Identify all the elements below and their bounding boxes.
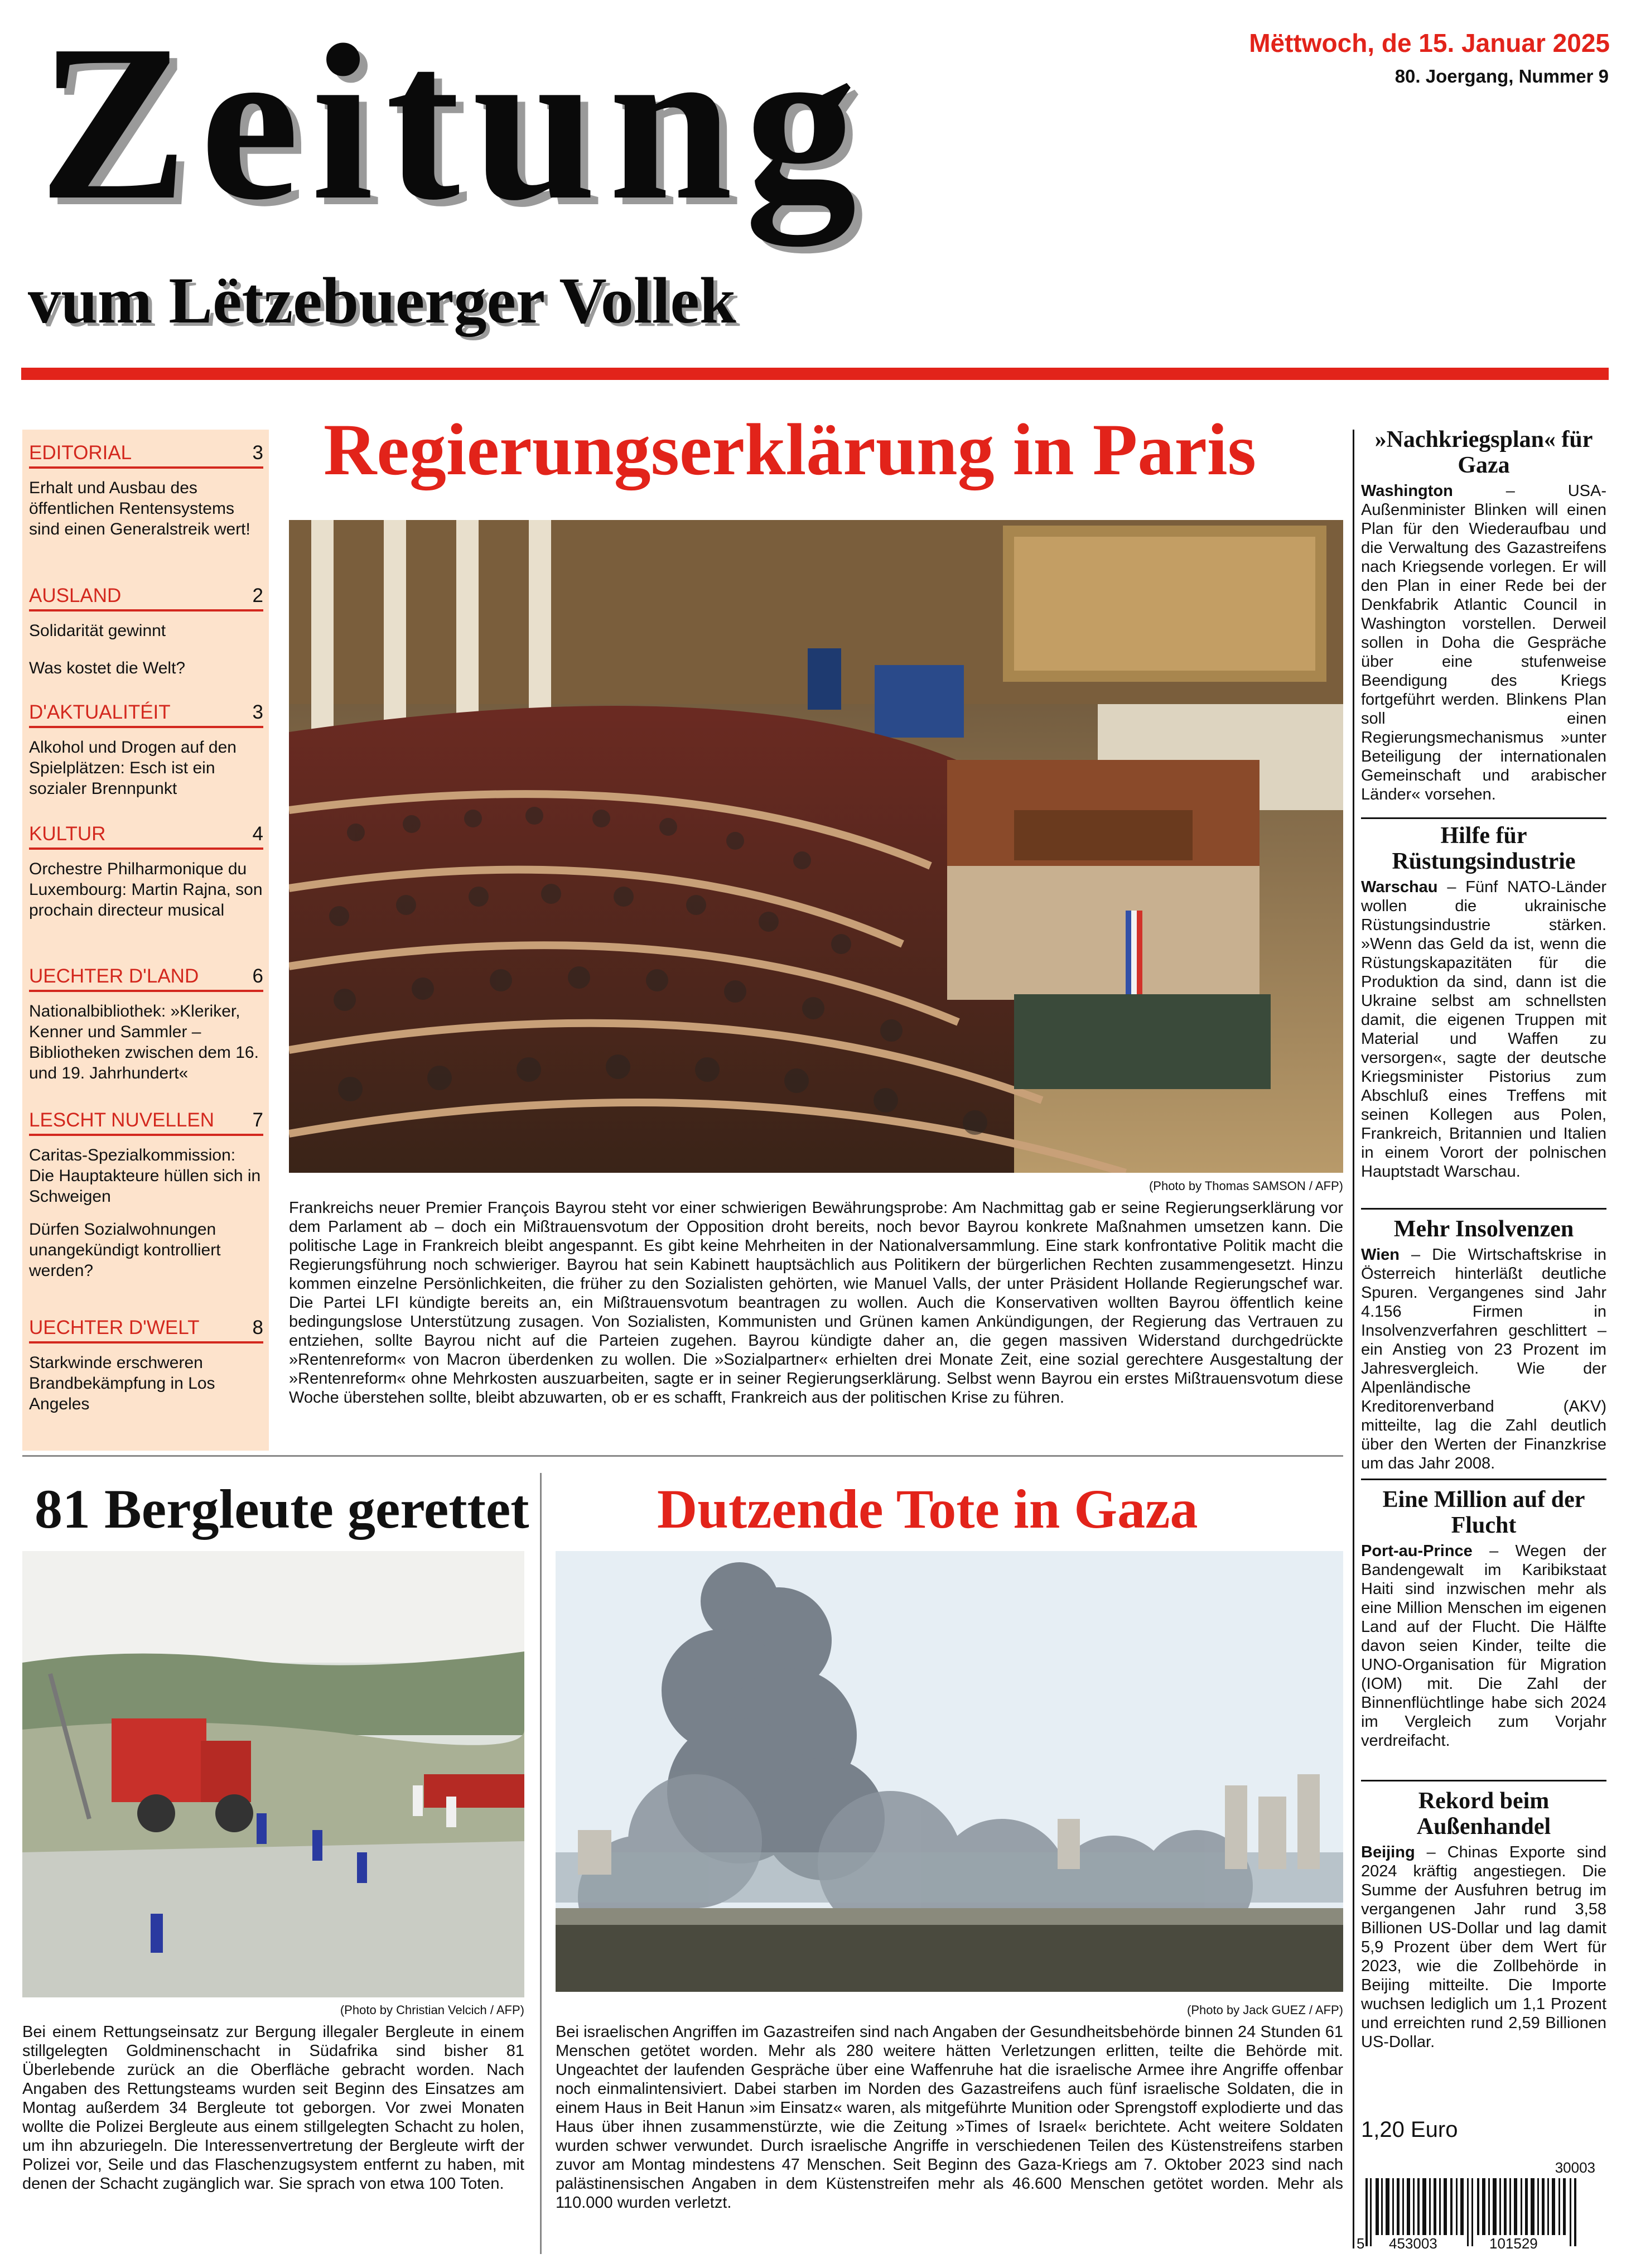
gaza-photo[interactable]	[556, 1551, 1343, 1992]
issue-date: Mëttwoch, de 15. Januar 2025	[1249, 28, 1610, 57]
section-page: 3	[252, 442, 263, 464]
brief-rule	[1361, 1479, 1606, 1480]
section-name: UECHTER D'WELT	[29, 1317, 200, 1338]
lead-headline[interactable]: Regierungserklärung in Paris	[324, 408, 1256, 490]
contents-item[interactable]: Caritas-Spezialkommission: Die Hauptakteure hüllen sich in Schweigen	[29, 1146, 261, 1206]
miners-photo[interactable]	[22, 1551, 524, 1997]
contents-item[interactable]: Solidarität gewinnt	[29, 622, 166, 640]
contents-section-editorial[interactable]	[29, 442, 263, 540]
brief-headline: »Nachkriegsplan« für Gaza	[1374, 427, 1593, 478]
column-divider	[540, 1473, 542, 2254]
right-column-divider	[1353, 430, 1354, 2248]
contents-item[interactable]: Alkohol und Drogen auf den Spielplätzen: Esch ist ein sozialer Brennpunkt	[29, 738, 237, 798]
contents-section-uechter-dland[interactable]	[29, 965, 263, 1084]
brief-dateline: Beijing	[1361, 1843, 1415, 1861]
section-name: KULTUR	[29, 823, 106, 845]
brief-insolvencies[interactable]	[1361, 1216, 1606, 1473]
section-name: UECHTER D'LAND	[29, 965, 199, 987]
contents-item[interactable]: Nationalbibliothek: »Kleriker, Kenner und Sammler – Bibliotheken zwischen dem 16. und 19. Jahrhundert«	[29, 1002, 259, 1082]
section-name: AUSLAND	[29, 585, 122, 606]
brief-haiti[interactable]	[1361, 1487, 1606, 1750]
contents-sidebar	[22, 430, 269, 1451]
gaza-photo-credit: (Photo by Jack GUEZ / AFP)	[1187, 2003, 1343, 2017]
brief-headline: Rekord beim Außenhandel	[1416, 1788, 1551, 1840]
brief-body: Chinas Exporte sind 2024 kräftig angestiegen. Die Summe der Ausfuhren betrug im vergangenen Jahr rund 3,58 Billionen US-Dollar und lag damit 5,9 Prozent über dem Wert für 2023, wie die Zollbehörde in Beijing mitteilte. Die Importe wuchsen lediglich um 1,1 Prozent und erreichten rund 2,59 Billionen US-Dollar.	[1361, 1843, 1607, 2051]
contents-item[interactable]: Erhalt und Ausbau des öffentlichen Rentensystems sind einen Generalstreik wert!	[29, 479, 250, 538]
brief-dateline: Port-au-Prince	[1361, 1542, 1473, 1560]
brief-body: Die Wirtschaftskrise in Österreich hinterläßt deutliche Spuren. Vergangenes sind Jahr 4.156 Firmen in Insolvenzverfahren geschlittert – ein Anstieg von 23 Prozent im Jahresvergleich. Wie der Alpenländische Kreditorenverband (AKV) mitteilte, lag die Zahl deutlich über den Werten der Finanzkrise um das Jahr 2008.	[1361, 1246, 1607, 1472]
barcode-group-1: 453003	[1389, 2235, 1437, 2252]
brief-gaza-plan[interactable]	[1361, 427, 1606, 804]
section-name: LESCHT NUVELLEN	[29, 1109, 214, 1131]
brief-body: USA-Außenminister Blinken will einen Plan für den Wiederaufbau und die Verwaltung des Gazastreifens nach Kriegsende vorlegen. Er will den Plan in einer Rede bei der Denkfabrik Atlantic Council in Washington vorstellen. Derweil sollen in Doha die Gespräche über eine stufenweise Beendigung des Kriegs fortgeführt werden. Blinkens Plan soll einen Regierungsmechanismus »unter Beteiligung der internationalen Gemeinschaft und arabischer Länder« vorsehen.	[1361, 482, 1606, 803]
issue-number: 80. Joergang, Nummer 9	[1394, 66, 1609, 86]
brief-headline: Eine Million auf der Flucht	[1382, 1487, 1585, 1538]
contents-section-aktualiteit[interactable]	[29, 701, 263, 799]
miners-headline[interactable]: 81 Bergleute gerettet	[35, 1478, 529, 1540]
section-name: D'AKTUALITÉIT	[29, 701, 171, 723]
gaza-body: Bei israelischen Angriffen im Gazastreifen sind nach Angaben der Gesundheitsbehörde binnen 24 Stunden 61 Menschen getötet worden. Mehr als 280 weitere hätten Verletzungen erlitten, teilte die Behörde mit. Ungeachtet der laufenden Gespräche über eine Waffenruhe hat die israelische Armee ihre Angriffe offenbar noch einmalintensiviert. Dabei starben im Norden des Gazastreifens auch fünf israelische Soldaten, die in einem Haus in Beit Hanun »im Einsatz« waren, als mitgeführte Munition oder Sprengstoff explodierte und das Haus über ihnen zusammenstürzte, wie die Zeitung »Times of Israel« berichtete. Acht weitere Soldaten wurden schwer verwundet. Durch israelische Angriffe in verschiedenen Teilen des Küstenstreifens starben zuvor am Montag mindestens 47 Menschen. Seit Beginn des Gaza-Kriegs am 7. Oktober 2023 sind nach palästinensischen Angaben in dem Küstenstreifen mehr als 46.600 Menschen getötet worden. Mehr als 110.000 wurden verletzt.	[556, 2023, 1343, 2212]
brief-rule	[1361, 1780, 1606, 1781]
contents-section-kultur[interactable]	[29, 823, 263, 921]
price: 1,20 Euro	[1361, 2117, 1458, 2142]
section-page: 4	[252, 823, 263, 845]
brief-rule	[1361, 817, 1606, 819]
brief-headline: Mehr Insolvenzen	[1393, 1216, 1574, 1242]
masthead-subtitle: vum Lëtzebuerger Vollek	[28, 264, 736, 337]
contents-section-lescht-nuvellen[interactable]	[29, 1109, 263, 1281]
masthead-rule	[21, 368, 1609, 380]
brief-text: Beijing – Chinas Exporte sind 2024 kräftig angestiegen. Die Summe der Ausfuhren betrug im vergangenen Jahr rund 3,58 Billionen US-Dollar und lag damit 5,9 Prozent über dem Wert für 2023, wie die Zollbehörde in Beijing mitteilte. Die Importe wuchsen lediglich um 1,1 Prozent und erreichten rund 2,59 Billionen US-Dollar.	[1361, 1843, 1607, 2051]
section-divider	[22, 1455, 1343, 1457]
brief-headline: Hilfe für Rüstungsindustrie	[1392, 823, 1576, 874]
lead-body: Frankreichs neuer Premier François Bayrou steht vor einer schwierigen Bewährungsprobe: Am Nachmittag gab er seine Regierungserklärung vor dem Parlament ab – doch ein Mißtrauensvotum der Opposition droht bereits, noch bevor Bayrou konkrete Maßnahmen umsetzen kann. Die politische Lage in Frankreich bleibt angespannt. Es gibt keine Mehrheiten in der Nationalversammlung. Eine stark konfrontative Politik macht die Regierungsführung noch schwieriger. Bayrou hat sein Kabinett hauptsächlich aus Politikern der bürgerlichen Rechten zusammengesetzt. Hinzu kommen einzelne Persönlichkeiten, die früher zu den Sozialisten gehörten, wie Manuel Valls, der unter Präsident Hollande Regierungschef war. Die Partei LFI kündigte bereits an, ein Mißtrauensvotum beantragen zu wollen. Auch die Konservativen wollten Bayrou öffentlich keine bedingungslose Unterstützung zusagen. Von Sozialisten, Kommunisten und Grünen kamen Ankündigungen, der Regierung das Vertrauen zu entziehen, sollte Bayrou nicht auf die Parteien zugehen. Bayrou kündigte daher an, die gegen massiven Widerstand durchgedrückte »Rentenreform« von Macron überdenken zu wollen. Die »Sozialpartner« erhielten drei Monate Zeit, eine sozial gerechtere Ausgestaltung der »Rentenreform« ohne Mehrkosten auszuarbeiten, sagte er in seiner Regierungserklärung. Selbst wenn Bayrou ein erstes Mißtrauensvotum diese Woche überstehen sollte, bleibt abzuwarten, ob er es schafft, Frankreich aus der politischen Krise zu führen.	[289, 1199, 1343, 1407]
section-page: 3	[252, 701, 263, 723]
miners-photo-credit: (Photo by Christian Velcich / AFP)	[340, 2003, 524, 2017]
brief-rule	[1361, 1208, 1606, 1210]
brief-body: Fünf NATO-Länder wollen die ukrainische Rüstungsindustrie stärken. »Wenn das Geld da ist, wenn die Rüstungskapazitäten für die Produktion da sind, dann ist die Ukraine selbst am schnellsten damit, die eigenen Truppen mit Material und Waffen zu versorgen«, sagte der deutsche Kriegsminister Pistorius zum Abschluß eines Treffens mit seinen Kollegen aus Polen, Frankreich, Britannien und Italien in einem Vorort der polnischen Hauptstadt Warschau.	[1361, 878, 1606, 1181]
barcode-top-code: 30003	[1555, 2159, 1595, 2176]
barcode-group-2: 101529	[1489, 2235, 1538, 2252]
contents-item[interactable]: Was kostet die Welt?	[29, 659, 186, 677]
barcode	[1355, 2159, 1595, 2254]
contents-item[interactable]: Dürfen Sozialwohnungen unangekündigt kontrolliert werden?	[29, 1220, 221, 1280]
brief-text: Wien – Die Wirtschaftskrise in Österreich hinterläßt deutliche Spuren. Vergangenes sind Jahr 4.156 Firmen in Insolvenzverfahren geschlittert – ein Anstieg von 23 Prozent im Jahresvergleich. Wie der Alpenländische Kreditorenverband (AKV) mitteilte, lag die Zahl deutlich über den Werten der Finanzkrise um das Jahr 2008.	[1361, 1246, 1607, 1472]
brief-text: Warschau – Fünf NATO-Länder wollen die ukrainische Rüstungsindustrie stärken. »Wenn das Geld da ist, wenn die Rüstungskapazitäten für die Produktion da sind, dann ist die Ukraine selbst am schnellsten damit, die eigenen Truppen mit Material und Waffen zu versorgen«, sagte der deutsche Kriegsminister Pistorius zum Abschluß eines Treffens mit seinen Kollegen aus Polen, Frankreich, Britannien und Italien in einem Vorort der polnischen Hauptstadt Warschau.	[1361, 878, 1606, 1181]
lead-photo-parliament[interactable]	[289, 520, 1343, 1173]
contents-item[interactable]: Starkwinde erschweren Brandbekämpfung in Los Angeles	[29, 1354, 215, 1413]
miners-body: Bei einem Rettungseinsatz zur Bergung illegaler Bergleute in einem stillgelegten Goldminenschacht in Südafrika sind bisher 81 Überlebende zurück an die Oberfläche gebracht worden. Nach Angaben des Rettungsteams wurden seit Beginn des Einsatzes am Montag außerdem 34 Bergleute tot geborgen. Vor zwei Monaten wollte die Polizei Bergleute aus einem stillgelegten Schacht zu holen, um ihn abzuriegeln. Die Interessenvertretung der Bergleute wirft der Polizei vor, Seile und das Flaschenzugsystem entfernt zu haben, mit denen der Schacht zugänglich war. Sie sprach von etwa 100 Toten.	[22, 2023, 524, 2193]
brief-body: Wegen der Bandengewalt im Karibikstaat Haiti sind inzwischen mehr als eine Million Menschen im eigenen Land auf der Flucht. Die Hälfte davon seien Kinder, teilte die UNO-Organisation für Migration (IOM) mit. Die Zahl der Binnenflüchtlinge habe sich 2024 im Vergleich zum Vorjahr verdreifacht.	[1361, 1542, 1606, 1750]
brief-dateline: Wien	[1361, 1246, 1400, 1264]
brief-text: Washington – USA-Außenminister Blinken will einen Plan für den Wiederaufbau und die Verwaltung des Gazastreifens nach Kriegsende vorlegen. Er will den Plan in einer Rede bei der Denkfabrik Atlantic Council in Washington vorstellen. Derweil sollen in Doha die Gespräche über eine stufenweise Beendigung des Kriegs fortgeführt werden. Blinkens Plan soll einen Regierungsmechanismus »unter Beteiligung der internationalen Gemeinschaft und arabischer Länder« vorsehen.	[1361, 482, 1606, 803]
section-page: 6	[252, 965, 263, 987]
contents-section-uechter-dwelt[interactable]	[29, 1317, 263, 1414]
section-page: 2	[252, 585, 263, 606]
brief-trade[interactable]	[1361, 1788, 1606, 2052]
section-page: 7	[252, 1109, 263, 1131]
lead-photo-credit: (Photo by Thomas SAMSON / AFP)	[1149, 1179, 1343, 1193]
contents-section-ausland[interactable]	[29, 585, 263, 678]
gaza-headline[interactable]: Dutzende Tote in Gaza	[657, 1478, 1198, 1540]
section-name: EDITORIAL	[29, 442, 132, 464]
masthead-title: Zeitung	[39, 0, 869, 246]
barcode-left-digit: 5	[1357, 2235, 1365, 2252]
brief-text: Port-au-Prince – Wegen der Bandengewalt im Karibikstaat Haiti sind inzwischen mehr als eine Million Menschen im eigenen Land auf der Flucht. Die Hälfte davon seien Kinder, teilte die UNO-Organisation für Migration (IOM) mit. Die Zahl der Binnenflüchtlinge habe sich 2024 im Vergleich zum Vorjahr verdreifacht.	[1361, 1542, 1606, 1750]
brief-arms-industry[interactable]	[1361, 823, 1606, 1181]
brief-dateline: Washington	[1361, 482, 1453, 500]
contents-item[interactable]: Orchestre Philharmonique du Luxembourg: Martin Rajna, son prochain directeur musical	[29, 860, 263, 919]
section-page: 8	[252, 1317, 263, 1338]
brief-dateline: Warschau	[1361, 878, 1438, 896]
